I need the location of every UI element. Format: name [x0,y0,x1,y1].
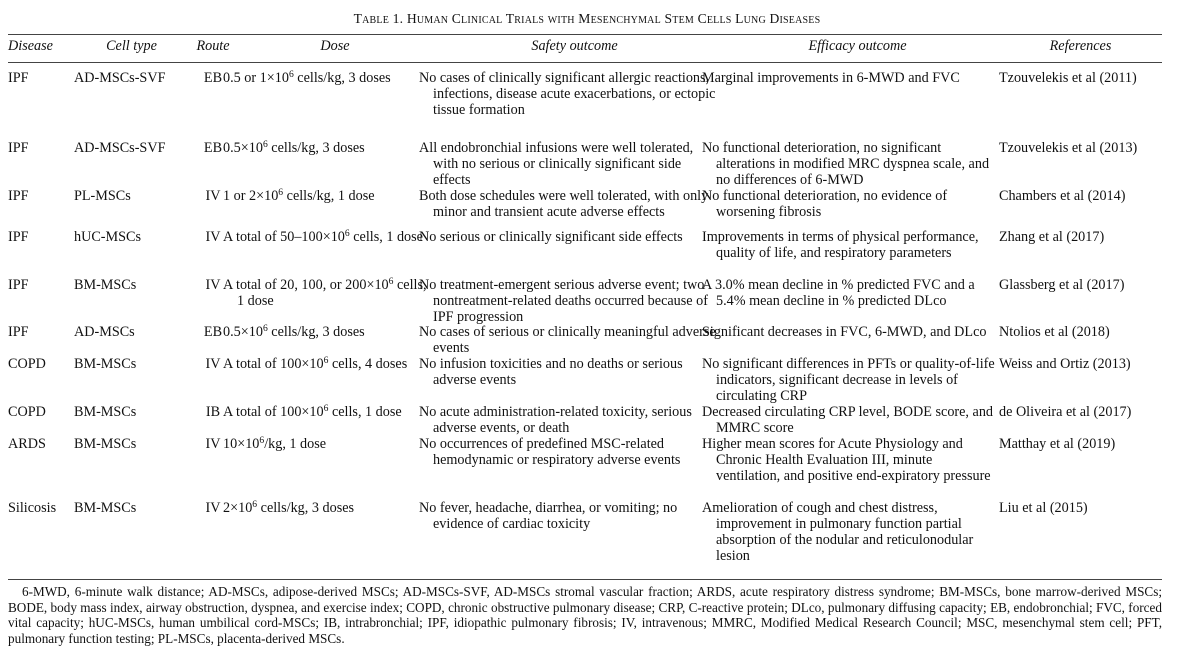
cell-route: IV [205,228,221,245]
cell-cell-type: hUC-MSCs [74,228,142,245]
dose-exponent: 6 [262,323,268,335]
bottom-rule [8,579,1162,580]
cell-route: EB [203,140,223,156]
dose-text: A total of 100×10 [223,403,324,420]
dose-text: 0.5×10 [223,324,263,341]
cell-safety: No treatment-emergent serious adverse event; two nontreatment-related deaths occurred because of IPF progression [419,276,708,325]
cell-route: EB [203,70,223,86]
dose-exponent: 6 [278,186,284,198]
cell-route: IV [205,499,221,516]
cell-cell-type: BM-MSCs [74,356,137,373]
cell-safety: Both dose schedules were well tolerated, with only minor and transient acute adverse effects [419,187,709,220]
cell-disease: IPF [8,276,29,293]
cell-cell-type: BM-MSCs [74,435,137,452]
table-row [8,141,1162,189]
cell-route: IV [205,435,221,452]
cell-route: IV [205,356,221,373]
dose-text: 1 or 2×10 [223,187,279,204]
cell-reference: Zhang et al (2017) [999,228,1105,245]
dose-exponent: 6 [252,498,258,510]
cell-efficacy: Amelioration of cough and chest distress, improvement in pulmonary function partial absorption of the nodular and reticulonodular lesion [702,499,974,564]
cell-route: IV [205,276,221,293]
dose-exponent: 6 [262,139,268,150]
cell-reference: Chambers et al (2014) [999,187,1126,204]
cell-reference: Matthay et al (2019) [999,435,1116,452]
dose-text: A total of 50–100×10 [223,228,345,245]
table-row [8,437,1162,501]
cell-dose [223,323,433,357]
cell-dose [223,227,433,278]
cell-efficacy: No significant differences in PFTs or quality-of-life indicators, significant decrease in levels of circulating CRP [702,356,995,405]
dose-exponent: 6 [323,355,329,367]
cell-efficacy: No functional deterioration, no evidence of worsening fibrosis [702,187,948,220]
dose-text: 0.5 or 1×10 [223,70,289,86]
table-body [8,71,1162,564]
cell-disease: IPF [8,228,29,245]
cell-dose [223,355,433,405]
cell-cell-type: AD-MSCs-SVF [74,140,166,156]
cell-route: IB [205,403,221,420]
cell-cell-type: BM-MSCs [74,499,137,516]
cell-reference: Weiss and Ortiz (2013) [999,356,1131,373]
cell-reference: Liu et al (2015) [999,499,1088,516]
cell-reference: Tzouvelekis et al (2013) [999,140,1138,156]
cell-safety: No cases of serious or clinically meaningful adverse events [419,324,716,357]
cell-cell-type: BM-MSCs [74,276,137,293]
cell-reference: de Oliveira et al (2017) [999,403,1132,420]
cell-efficacy: A 3.0% mean decline in % predicted FVC and a 5.4% mean decline in % predicted DLco [702,276,975,309]
cell-disease: IPF [8,324,29,341]
cell-cell-type: PL-MSCs [74,187,131,204]
dose-unit: cells/kg, 3 doses [267,324,365,341]
header-references: References [1049,38,1112,54]
dose-unit: cells/kg, 3 doses [257,499,355,516]
cell-route: EB [203,324,223,341]
table-row [8,357,1162,405]
cell-safety: All endobronchial infusions were well tolerated, with no serious or clinically significant side effects [419,140,694,188]
cell-safety: No acute administration-related toxicity, serious adverse events, or death [419,403,692,436]
header-route: Route [196,38,230,54]
cell-reference: Glassberg et al (2017) [999,276,1125,293]
table-row [8,71,1162,141]
header-disease: Disease [8,38,53,54]
top-rule [8,34,1162,35]
table-footnote: 6-MWD, 6-minute walk distance; AD-MSCs, adipose-derived MSCs; AD-MSCs-SVF, AD-MSCs stromal vascular fraction; ARDS, acute respiratory distress syndrome; BM-MSCs, bone marrow-derived MSCs; BODE, body mass index, airway obstruction, dyspnea, and exercise index; COPD, chronic obstructive pulmonary disease; CRP, C-reactive protein; DLco, pulmonary diffusing capacity; EB, endobronchial; FVC, forced vital capacity; hUC-MSCs, human umbilical cord-MSCs; IB, intrabronchial; IPF, idiopathic pulmonary fibrosis; IV, intravenous; MMRC, Modified Medical Research Council; MSC, mesenchymal stem cell; PFT, pulmonary function testing; PL-MSCs, placenta-derived MSCs. [8,584,1162,646]
header-efficacy: Efficacy outcome [808,38,907,54]
cell-disease: IPF [8,70,29,86]
cell-dose [223,402,433,437]
table-row [8,325,1162,357]
dose-unit: /kg, 1 dose [264,435,327,452]
dose-text: A total of 20, 100, or 200×10 [223,276,389,293]
dose-unit: cells, 1 dose [328,403,402,420]
table-row [8,230,1162,278]
cell-efficacy: Significant decreases in FVC, 6-MWD, and DLco [702,324,987,341]
table-caption: Table 1. Human Clinical Trials with Mesenchymal Stem Cells Lung Diseases [353,11,821,26]
cell-dose [223,275,433,326]
table-row [8,405,1162,437]
dose-unit: cells, 1 dose [237,276,427,309]
dose-unit: cells/kg, 3 doses [293,70,391,86]
table-row [8,501,1162,565]
dose-exponent: 6 [344,227,350,239]
cell-cell-type: AD-MSCs-SVF [74,70,166,86]
dose-exponent: 6 [323,402,329,414]
dose-text: A total of 100×10 [223,356,324,373]
dose-text: 0.5×10 [223,140,263,156]
cell-disease: Silicosis [8,499,57,516]
cell-safety: No occurrences of predefined MSC-related hemodynamic or respiratory adverse events [419,435,681,468]
cell-dose [223,139,433,189]
cell-efficacy: Decreased circulating CRP level, BODE score, and MMRC score [702,403,994,436]
cell-efficacy: Improvements in terms of physical performance, quality of life, and respiratory parameters [702,228,979,261]
dose-unit: cells/kg, 1 dose [283,187,375,204]
clinical-trials-table [8,39,1162,564]
dose-unit: cells/kg, 3 doses [267,140,365,156]
dose-text: 10×10 [223,435,260,452]
cell-safety: No fever, headache, diarrhea, or vomiting; no evidence of cardiac toxicity [419,499,678,532]
cell-disease: IPF [8,187,29,204]
cell-safety: No cases of clinically significant allergic reactions, infections, disease acute exacerbations, or ectopic tissue formation [419,70,716,118]
dose-exponent: 6 [259,434,265,446]
header-dose: Dose [320,38,350,54]
dose-unit: cells, 1 dose [349,228,423,245]
cell-efficacy: Higher mean scores for Acute Physiology and Chronic Health Evaluation III, minute ventilation, and positive end-expiratory pressure [702,435,991,484]
cell-reference: Ntolios et al (2018) [999,324,1110,341]
cell-cell-type: BM-MSCs [74,403,137,420]
dose-unit: cells, 4 doses [328,356,408,373]
cell-disease: COPD [8,356,46,373]
cell-route: IV [205,187,221,204]
cell-efficacy: Marginal improvements in 6-MWD and FVC [702,70,960,86]
cell-safety: No serious or clinically significant side effects [419,228,683,245]
table-row [8,278,1162,326]
header-safety: Safety outcome [531,38,618,54]
cell-dose [223,69,433,141]
cell-disease: ARDS [8,435,46,452]
header-cell-type: Cell type [106,38,157,54]
cell-disease: IPF [8,140,29,156]
table-row [8,189,1162,230]
cell-safety: No infusion toxicities and no deaths or serious adverse events [419,356,683,389]
header-row [8,39,1162,61]
cell-efficacy: No functional deterioration, no significant alterations in modified MRC dyspnea scale, and no differences of 6-MWD [702,140,990,188]
dose-text: 2×10 [223,499,253,516]
cell-disease: COPD [8,403,46,420]
dose-exponent: 6 [388,275,394,287]
dose-exponent: 6 [288,69,294,80]
cell-dose [223,186,433,230]
cell-dose [223,434,433,501]
cell-cell-type: AD-MSCs [74,324,135,341]
cell-reference: Tzouvelekis et al (2011) [999,70,1137,86]
